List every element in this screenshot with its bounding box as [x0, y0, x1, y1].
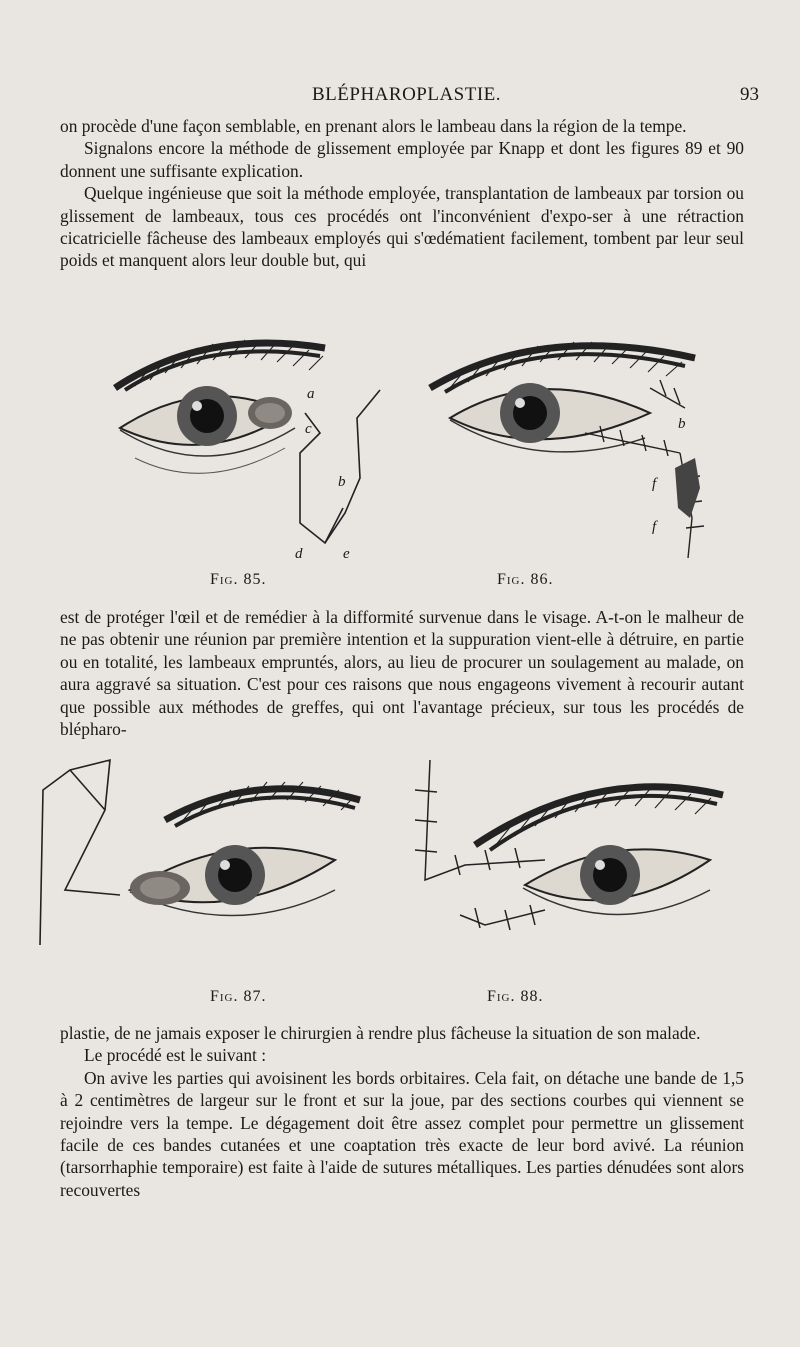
running-title: BLÉPHAROPLASTIE. — [312, 84, 502, 105]
figure-85 — [95, 318, 385, 568]
paragraph: est de protéger l'œil et de remédier à la difformité survenue dans le visage. A-t-on le malheur de ne pas obtenir une réunion par première intention et la suppuration vient-elle à détruire, en partie ou en totalité, les lambeaux empruntés, alors, au lieu de procurer un soulagement au malade, on aura aggravé sa situation. C'est pour ces raisons que nous engageons vivement à recourir autant que possible aux méthodes de greffes, qui ont l'avantage précieux, sur tous les procédés de blépharo- — [60, 607, 744, 740]
text-block-middle — [60, 606, 744, 740]
page-number: 93 — [740, 84, 759, 105]
paragraph: Signalons encore la méthode de glissement employée par Knapp et dont les figures 89 et 90 donnent une suffisante explication. — [60, 138, 744, 181]
fig85-letter-b: b — [338, 474, 346, 490]
flap-area — [675, 458, 700, 518]
paragraph: On avive les parties qui avoisinent les bords orbitaires. Cela fait, on détache une bande de 1,5 à 2 centimètres de largeur sur le front et sur la joue, par des sections courbes qui viennent se rejoindre vers la tempe. Le dégagement doit être assez complet pour permettre un glissement facile de ces bandes cutanées et une coaptation très exacte de leur bord avivé. La réunion (tarsorrhaphie temporaire) est faite à l'aide de sutures métalliques. Les parties dénudées sont alors recouvertes — [60, 1067, 744, 1200]
flap-area — [130, 871, 190, 905]
fig87-illustration — [35, 750, 375, 950]
eye-drawing — [450, 383, 650, 452]
fig88-caption: Fig. 88. — [487, 988, 544, 1005]
fig85-letter-d: d — [295, 546, 303, 562]
figure-87 — [35, 750, 375, 950]
eyebrow-hatching — [430, 342, 695, 392]
fig86-letter-b: b — [678, 416, 686, 432]
eye-drawing — [523, 845, 710, 915]
fig85-letter-c: c — [305, 421, 312, 437]
fig88-illustration — [405, 750, 725, 950]
fig85-letter-a: a — [307, 386, 315, 402]
fig86-caption: Fig. 86. — [497, 571, 554, 588]
paragraph: Quelque ingénieuse que soit la méthode employée, transplantation de lambeaux par torsion ou glissement de lambeaux, tous ces procédés ont l'inconvénient d'expo-ser à une rétraction cicatricielle fâcheuse des lambeaux employés qui s'œdématient facilement, tombent par leur seul poids et manquent alors leur double but, qui — [60, 183, 744, 271]
fig86-letter-f: f — [652, 476, 657, 492]
paragraph: plastie, de ne jamais exposer le chirurgien à rendre plus fâcheuse la situation de son malade. — [60, 1023, 701, 1043]
running-header — [0, 84, 800, 110]
incision-lines — [40, 760, 120, 945]
fig85-illustration — [95, 318, 385, 568]
text-block-top — [60, 115, 744, 272]
fig87-caption: Fig. 87. — [210, 988, 267, 1005]
eyebrow-hatching — [165, 782, 360, 826]
figure-86 — [420, 318, 710, 568]
incision-lines — [300, 390, 380, 543]
paragraph: on procède d'une façon semblable, en prenant alors le lambeau dans la région de la tempe. — [60, 116, 687, 136]
paragraph: Le procédé est le suivant : — [84, 1045, 267, 1066]
fig85-letter-e: e — [343, 546, 350, 562]
text-block-bottom — [60, 1022, 744, 1201]
figure-88 — [405, 750, 725, 950]
eyebrow-hatching — [475, 787, 723, 850]
eyebrow-hatching — [115, 340, 325, 390]
flap-area — [248, 397, 292, 429]
fig86-letter-f2: f — [652, 519, 657, 535]
fig86-illustration — [420, 318, 710, 568]
fig85-caption: Fig. 85. — [210, 571, 267, 588]
